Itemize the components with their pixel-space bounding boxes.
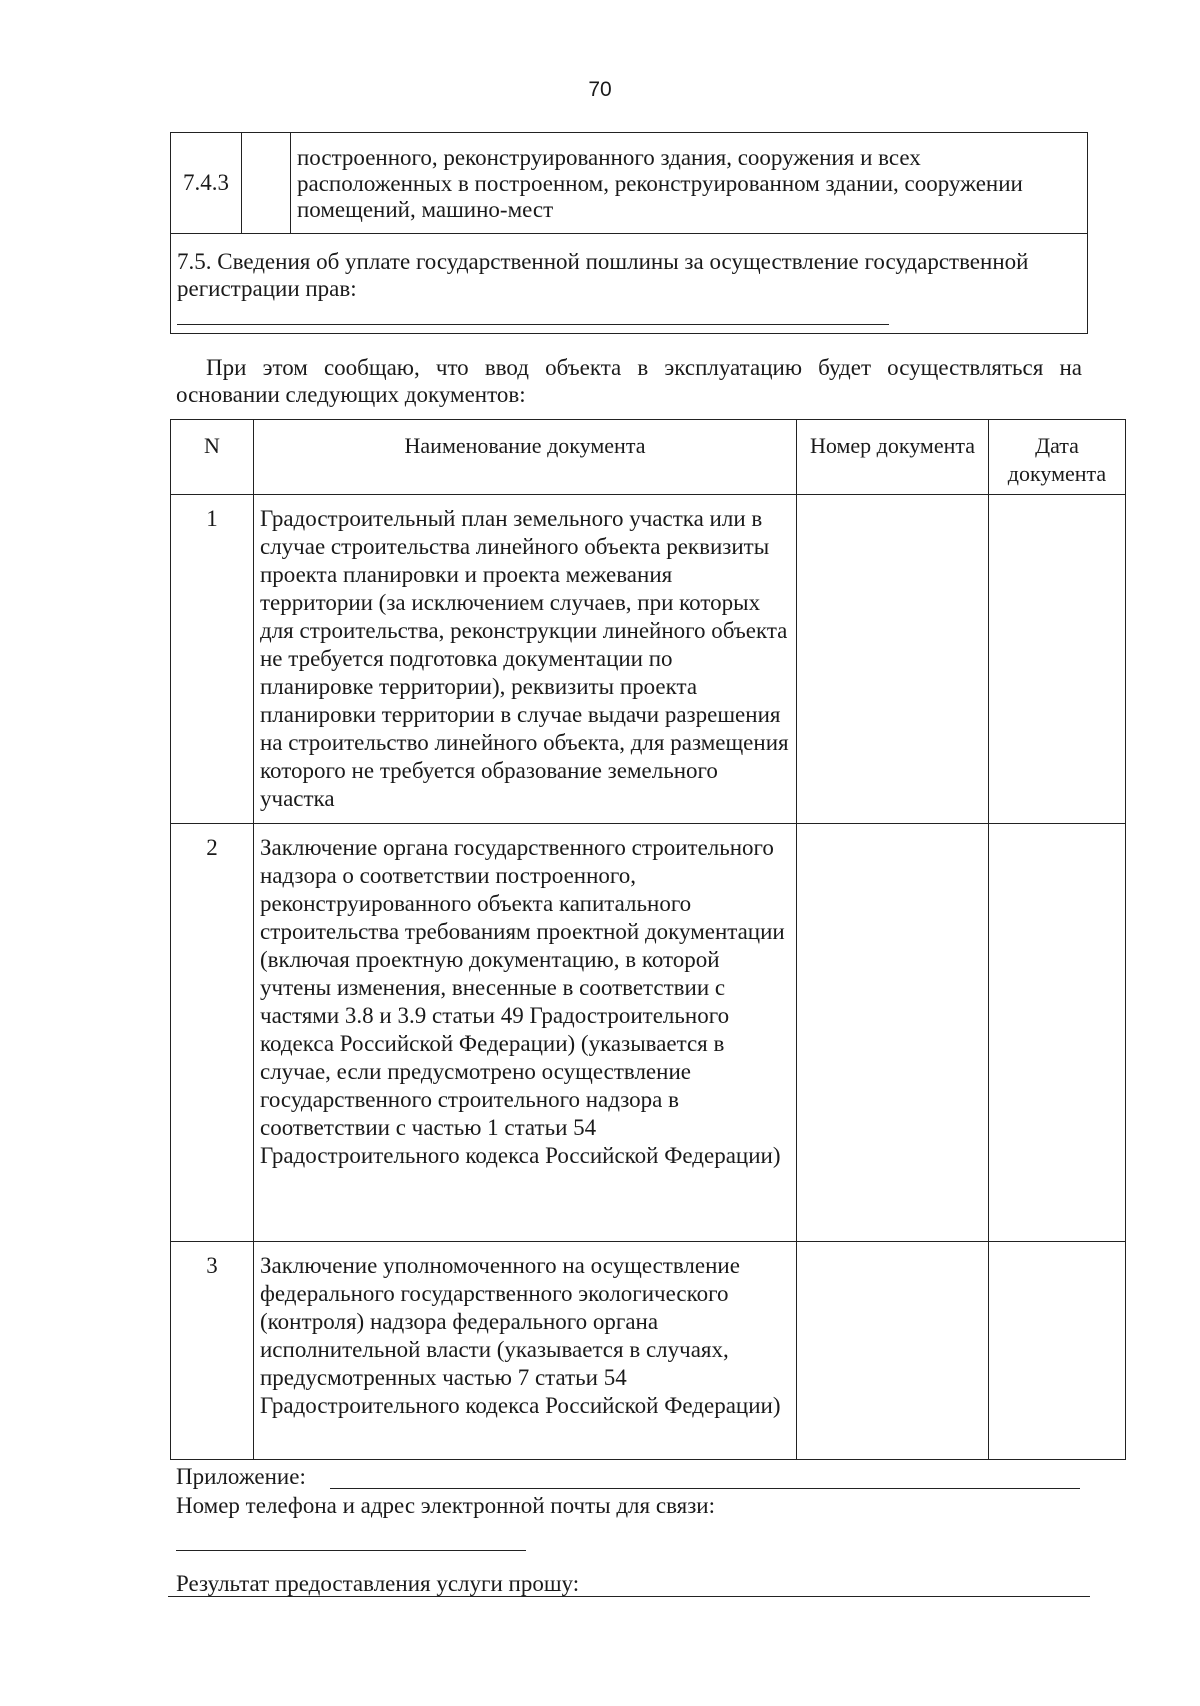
result-label: Результат предоставления услуги прошу: — [176, 1571, 580, 1596]
state-fee-label: 7.5. Сведения об уплате государственной пошлины за осуществление государственной регистрации прав: — [177, 249, 1029, 301]
document-date-cell[interactable] — [989, 1242, 1126, 1460]
table-row — [171, 824, 1126, 1242]
section-number: 7.4.3 — [171, 133, 242, 234]
row-number: 3 — [171, 1242, 254, 1460]
document-number-cell[interactable] — [797, 495, 989, 824]
state-fee-input-line[interactable] — [177, 302, 889, 325]
intro-paragraph: При этом сообщаю, что ввод объекта в эксплуатацию будет осуществляться на основании следующих документов: — [176, 355, 1082, 407]
section-7-table — [170, 132, 1088, 334]
document-number-cell[interactable] — [797, 1242, 989, 1460]
header-document-name: Наименование документа — [254, 420, 797, 495]
section-7-4-3-text: построенного, реконструированного здания, сооружения и всех расположенных в построенном, реконструированном здании, сооружении помещений, машино-мест — [291, 133, 1088, 234]
document-name: Градостроительный план земельного участка или в случае строительства линейного объекта реквизиты проекта планировки и проекта межевания территории (за исключением случаев, при которых для строительства, реконструкции линейного объекта не требуется подготовка документации по планировке территории), реквизиты проекта планировки территории в случае выдачи разрешения на строительство линейного объекта, для размещения которого не требуется образование земельного участка — [254, 495, 797, 824]
row-7-4-3 — [171, 133, 1088, 234]
document-name: Заключение органа государственного строительного надзора о соответствии построенного, реконструированного объекта капитального строительства требованиям проектной документации (включая проектную документацию, в которой учтены изменения, внесенные в соответствии с частями 3.8 и 3.9 статьи 49 Градостроительного кодекса Российской Федерации) (указывается в случае, если предусмотрено осуществление государственного строительного надзора в соответствии с частью 1 статьи 54 Градостроительного кодекса Российской Федерации) — [254, 824, 797, 1242]
table-header-row — [171, 420, 1126, 495]
contact-label: Номер телефона и адрес электронной почты для связи: — [176, 1493, 715, 1518]
attachment-label: Приложение: — [176, 1464, 306, 1489]
document-date-cell[interactable] — [989, 824, 1126, 1242]
table-row — [171, 495, 1126, 824]
documents-table — [170, 419, 1126, 1460]
header-n: N — [171, 420, 254, 495]
table-row — [171, 1242, 1126, 1460]
attachment-input-line[interactable] — [330, 1488, 1080, 1489]
row-number: 1 — [171, 495, 254, 824]
row-number: 2 — [171, 824, 254, 1242]
page-number: 70 — [588, 78, 612, 101]
empty-cell — [242, 133, 291, 234]
row-7-5 — [171, 234, 1088, 334]
contact-input-line[interactable] — [176, 1550, 526, 1551]
result-input-line[interactable] — [168, 1596, 1090, 1597]
document-date-cell[interactable] — [989, 495, 1126, 824]
header-document-number: Номер документа — [797, 420, 989, 495]
document-name: Заключение уполномоченного на осуществление федерального государственного экологического (контроля) надзора федерального органа исполнительной власти (указывается в случаях, предусмотренных частью 7 статьи 54 Градостроительного кодекса Российской Федерации) — [254, 1242, 797, 1460]
document-number-cell[interactable] — [797, 824, 989, 1242]
state-fee-cell — [171, 234, 1088, 334]
header-document-date: Дата документа — [989, 420, 1126, 495]
